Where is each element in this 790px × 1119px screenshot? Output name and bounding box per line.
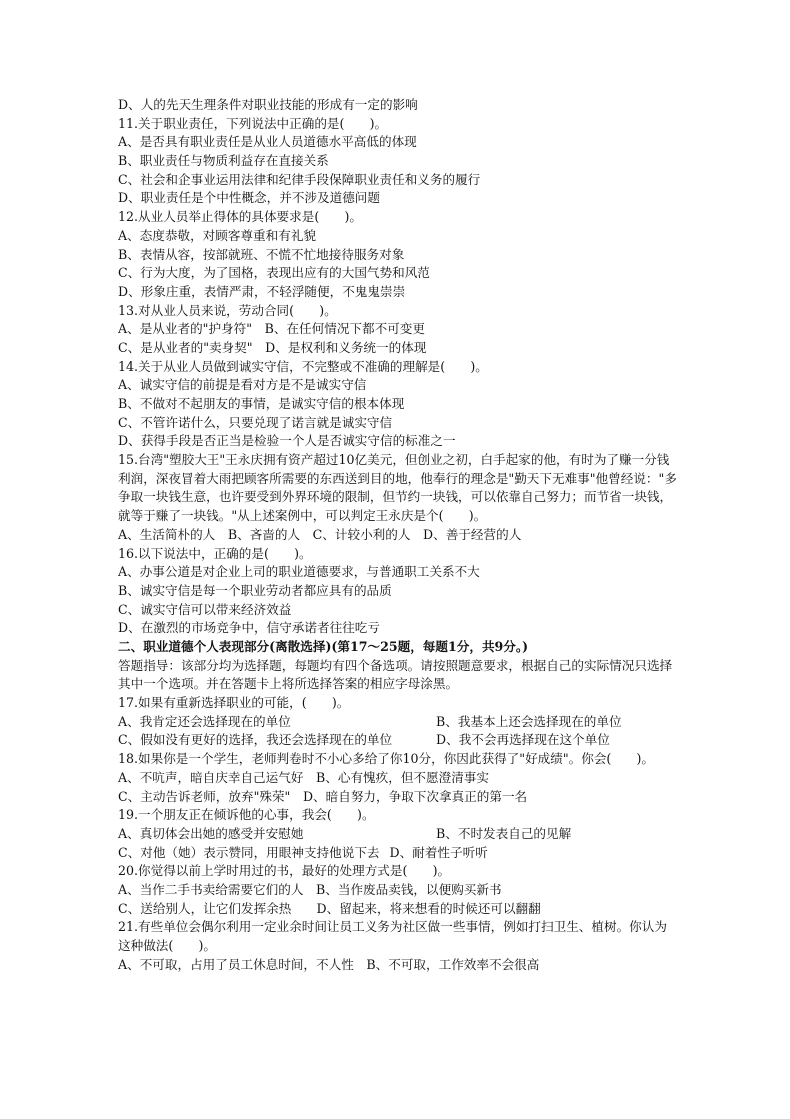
q17-option-d: D、我不会再选择现在这个单位 [436, 732, 610, 748]
q14-option-d: D、获得手段是否正当是检验一个人是否诚实守信的标准之一 [118, 433, 456, 449]
q13-options-ab: A、是从业者的"护身符" B、在任何情况下都不可变更 [118, 321, 425, 337]
q17-option-a: A、我肯定还会选择现在的单位 [118, 713, 291, 729]
q20-options-cd: C、送给别人，让它们发挥余热 D、留起来，将来想看的时候还可以翻翻 [118, 900, 541, 916]
q12-stem: 12.从业人员举止得体的具体要求是( )。 [118, 209, 362, 225]
q16-option-d: D、在激烈的市场竞争中，信守承诺者往往吃亏 [118, 620, 380, 636]
document-page [118, 96, 678, 974]
q11-option-c: C、社会和企事业运用法律和纪律手段保障职业责任和义务的履行 [118, 171, 481, 187]
q13-stem: 13.对从业人员来说，劳动合同( )。 [118, 302, 337, 318]
q16-stem: 16.以下说法中，正确的是( )。 [118, 545, 312, 561]
q17-option-b: B、我基本上还会选择现在的单位 [436, 713, 622, 729]
q18-stem: 18.如果你是一个学生，老师判卷时不小心多给了你10分，你因此获得了"好成绩"。你会( )。 [118, 751, 655, 767]
q10-option-d: D、人的先天生理条件对职业技能的形成有一定的影响 [118, 97, 418, 112]
q19-options-cd [118, 844, 678, 863]
q18-options-cd: C、主动告诉老师，放弃"殊荣" D、暗自努力，争取下次拿真正的第一名 [118, 788, 528, 804]
q19-option-b: B、不时发表自己的见解 [436, 825, 572, 841]
q18-options-ab: A、不吭声，暗自庆幸自己运气好 B、心有愧疚，但不愿澄清事实 [118, 769, 489, 785]
q19-option-a: A、真切体会出她的感受并安慰她 [118, 825, 304, 841]
q17-options-ab [118, 713, 678, 732]
q15-stem: 15.台湾"塑胶大王"王永庆拥有资产超过10亿美元，但创业之初，白手起家的他，有时为了赚一分钱利润，深夜冒着大雨把顾客所需要的东西送到目的地，他奉行的理念是"勤天下无难事"他曾经说："多争取一块钱生意，也许要受到外界环境的限制，但节约一块钱，可以依靠自己努力；而节省一块钱，就等于赚了一块钱。"从上述案例中，可以判定王永庆是个( )。 [118, 452, 677, 524]
q20-stem: 20.你觉得以前上学时用过的书，最好的处理方式是( )。 [118, 863, 451, 879]
q11-stem: 11.关于职业责任，下列说法中正确的是( )。 [118, 115, 388, 131]
q19-options-ab [118, 825, 678, 844]
q14-option-a: A、诚实守信的前提是看对方是不是诚实守信 [118, 377, 367, 393]
section-instructions: 答题指导：该部分均为选择题，每题均有四个备选项。请按照题意要求，根据自己的实际情况只选择其中一个选项。并在答题卡上将所选择答案的相应字母涂黑。 [118, 657, 673, 692]
q15-options: A、生活简朴的人 B、吝啬的人 C、计较小利的人 D、善于经营的人 [118, 526, 522, 542]
q11-option-d: D、职业责任是个中性概念，并不涉及道德问题 [118, 190, 380, 206]
q17-stem: 17.如果有重新选择职业的可能，( )。 [118, 695, 350, 711]
q21-stem: 21.有些单位会偶尔利用一定业余时间让员工义务为社区做一些事情，例如打扫卫生、植树。你认为这种做法( )。 [118, 919, 667, 954]
q16-option-a: A、办事公道是对企业上司的职业道德要求，与普通职工关系不大 [118, 564, 480, 580]
section-heading: 二、职业道德个人表现部分(离散选择)(第17～25题，每题1分，共9分。) [118, 639, 529, 654]
q21-options-ab: A、不可取，占用了员工休息时间，不人性 B、不可取，工作效率不会很高 [118, 956, 540, 972]
q11-option-a: A、是否具有职业责任是从业人员道德水平高低的体现 [118, 134, 417, 150]
q13-options-cd: C、是从业者的"卖身契" D、是权利和义务统一的体现 [118, 339, 427, 355]
q14-option-c: C、不管许诺什么，只要兑现了诺言就是诚实守信 [118, 414, 393, 430]
q16-option-b: B、诚实守信是每一个职业劳动者都应具有的品质 [118, 582, 392, 598]
q14-stem: 14.关于从业人员做到诚实守信，不完整或不准确的理解是( )。 [118, 358, 488, 374]
q19-stem: 19.一个朋友正在倾诉他的心事，我会( )。 [118, 807, 375, 823]
q17-option-c: C、假如没有更好的选择，我还会选择现在的单位 [118, 732, 393, 748]
q19-option-d: D、耐着性子听听 [389, 844, 488, 860]
q11-option-b: B、职业责任与物质利益存在直接关系 [118, 153, 329, 169]
q19-option-c: C、对他（她）表示赞同，用眼神支持他说下去 [118, 844, 380, 860]
q12-option-b: B、表情从容，按部就班、不慌不忙地接待服务对象 [118, 246, 405, 262]
q16-option-c: C、诚实守信可以带来经济效益 [118, 601, 292, 617]
q14-option-b: B、不做对不起朋友的事情，是诚实守信的根本体现 [118, 396, 405, 411]
q12-option-c: C、行为大度，为了国格，表现出应有的大国气势和风范 [118, 265, 430, 281]
q20-options-ab: A、当作二手书卖给需要它们的人 B、当作废品卖钱，以便购买新书 [118, 881, 502, 897]
q17-options-cd [118, 731, 678, 750]
q12-option-d: D、形象庄重，表情严肃，不轻浮随便，不鬼鬼崇崇 [118, 283, 406, 299]
q12-option-a: A、态度恭敬，对顾客尊重和有礼貌 [118, 227, 317, 243]
